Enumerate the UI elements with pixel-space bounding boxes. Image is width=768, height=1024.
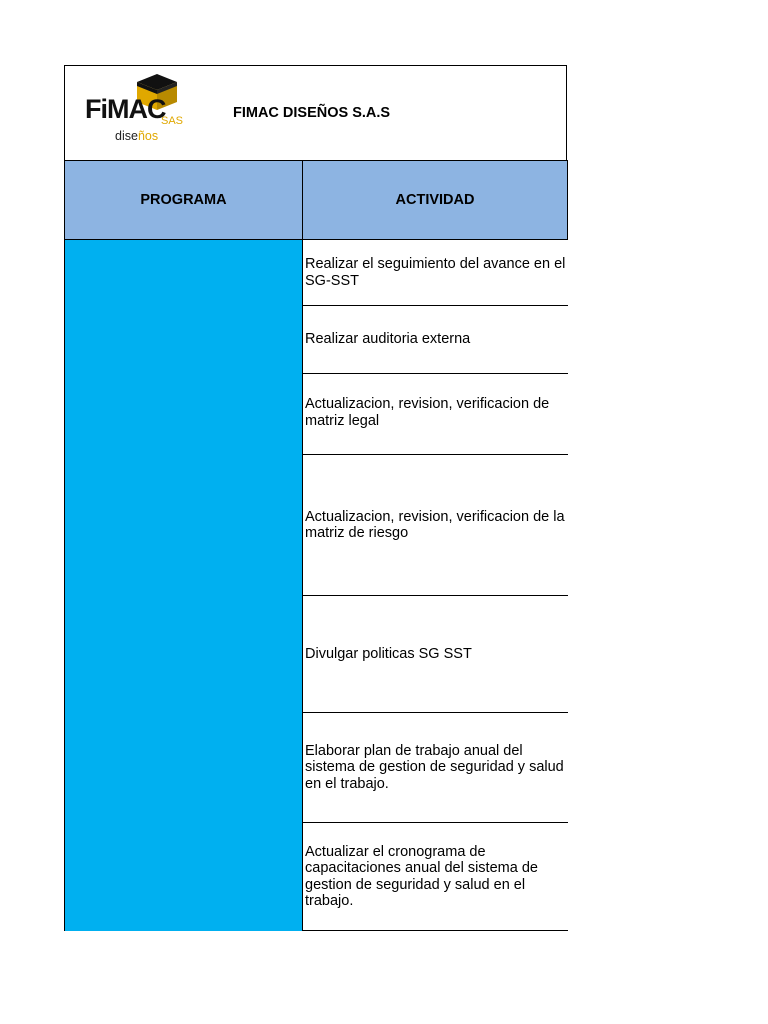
activity-text: Realizar el seguimiento del avance en el SG-SST: [305, 256, 566, 289]
activity-text: Divulgar politicas SG SST: [305, 645, 472, 662]
column-header-programa: PROGRAMA: [64, 161, 303, 239]
activity-row: [303, 823, 568, 931]
logo-brand-text: FiMAC: [85, 94, 166, 124]
company-logo: [85, 72, 189, 144]
activity-row: [303, 596, 568, 713]
activity-text: Elaborar plan de trabajo anual del sistema de gestion de seguridad y salud en el trabajo.: [305, 742, 564, 792]
activity-row: [303, 713, 568, 823]
logo-suffix-text: SAS: [161, 115, 184, 127]
logo-tagline-prefix: dise: [115, 129, 138, 143]
logo-tagline-highlight: ños: [137, 129, 159, 143]
column-header-actividad: ACTIVIDAD: [303, 161, 568, 239]
activity-text: Realizar auditoria externa: [305, 331, 471, 348]
column-headers: [64, 160, 568, 240]
logo-tagline: [115, 130, 158, 143]
activity-row: [303, 455, 568, 596]
document-header: [64, 65, 567, 160]
activity-list: [303, 240, 568, 931]
activity-text: Actualizar el cronograma de capacitaciones anual del sistema de gestion de seguridad y salud en el trabajo.: [305, 843, 538, 909]
activity-row: [303, 374, 568, 455]
activity-text: Actualizacion, revision, verificacion de matriz legal: [305, 396, 550, 429]
activity-row: [303, 240, 568, 306]
activity-row: [303, 306, 568, 374]
activity-text: Actualizacion, revision, verificacion de la matriz de riesgo: [305, 508, 565, 541]
program-cell: [64, 240, 303, 931]
company-name: FIMAC DISEÑOS S.A.S: [233, 105, 391, 121]
